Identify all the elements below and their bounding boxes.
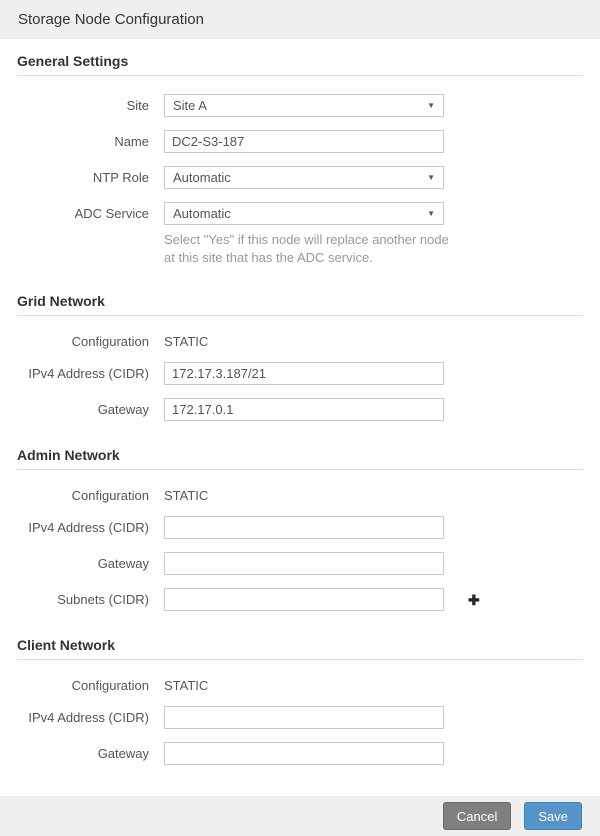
add-subnet-icon[interactable]: ✚ bbox=[468, 591, 480, 608]
field-label: Gateway bbox=[97, 556, 149, 572]
field-label: Configuration bbox=[71, 488, 149, 504]
section-grid-network bbox=[17, 293, 583, 421]
section-client-network bbox=[17, 637, 583, 765]
field-label: Configuration bbox=[71, 334, 149, 350]
section-title: Grid Network bbox=[17, 293, 105, 310]
form-row bbox=[17, 488, 583, 503]
general-settings-adc-service-select[interactable] bbox=[164, 202, 444, 225]
form-row bbox=[17, 362, 583, 385]
form-row bbox=[17, 516, 583, 539]
form-row bbox=[17, 166, 583, 189]
cancel-button[interactable]: Cancel bbox=[443, 802, 511, 830]
section-divider bbox=[17, 469, 583, 470]
admin-network-gateway-input[interactable] bbox=[164, 552, 444, 575]
selected-value: Automatic bbox=[173, 170, 231, 185]
field-label: Gateway bbox=[97, 402, 149, 418]
section-title: Client Network bbox=[17, 637, 116, 654]
admin-network-subnets-cidr-input[interactable] bbox=[164, 588, 444, 611]
field-label: Subnets (CIDR) bbox=[57, 592, 149, 608]
section-title: Admin Network bbox=[17, 447, 120, 464]
section-general-settings bbox=[17, 53, 583, 267]
general-settings-ntp-role-select[interactable] bbox=[164, 166, 444, 189]
grid-network-configuration-value: STATIC bbox=[164, 334, 209, 350]
client-network-configuration-value: STATIC bbox=[164, 678, 209, 694]
general-settings-name-input[interactable] bbox=[164, 130, 444, 153]
form-row bbox=[17, 94, 583, 117]
field-label: Name bbox=[114, 134, 149, 149]
chevron-down-icon: ▼ bbox=[427, 100, 435, 110]
field-label: ADC Service bbox=[74, 206, 149, 221]
dialog-footer bbox=[0, 796, 600, 836]
form-row bbox=[17, 742, 583, 765]
client-network-ipv4-address-cidr-input[interactable] bbox=[164, 706, 444, 729]
help-row bbox=[17, 231, 583, 267]
field-help-text: Select "Yes" if this node will replace another node at this site that has the ADC service. bbox=[164, 232, 449, 266]
admin-network-configuration-value: STATIC bbox=[164, 488, 209, 504]
form-row bbox=[17, 706, 583, 729]
form-row bbox=[17, 678, 583, 693]
form-body bbox=[0, 39, 600, 796]
section-admin-network bbox=[17, 447, 583, 611]
general-settings-site-select[interactable] bbox=[164, 94, 444, 117]
save-button[interactable]: Save bbox=[524, 802, 582, 830]
field-label: Gateway bbox=[97, 746, 149, 762]
section-divider bbox=[17, 659, 583, 660]
field-label: IPv4 Address (CIDR) bbox=[28, 710, 149, 726]
field-label: Configuration bbox=[71, 678, 149, 694]
form-row bbox=[17, 552, 583, 575]
form-row bbox=[17, 130, 583, 153]
selected-value: Site A bbox=[173, 98, 207, 113]
grid-network-gateway-input[interactable] bbox=[164, 398, 444, 421]
client-network-gateway-input[interactable] bbox=[164, 742, 444, 765]
chevron-down-icon: ▼ bbox=[427, 172, 435, 182]
form-row bbox=[17, 588, 583, 611]
field-label: Site bbox=[126, 98, 149, 113]
field-label: IPv4 Address (CIDR) bbox=[28, 366, 149, 382]
field-label: IPv4 Address (CIDR) bbox=[28, 520, 149, 536]
selected-value: Automatic bbox=[173, 206, 231, 221]
chevron-down-icon: ▼ bbox=[427, 208, 435, 218]
page-title: Storage Node Configuration bbox=[18, 10, 204, 28]
form-row bbox=[17, 398, 583, 421]
form-row bbox=[17, 202, 583, 225]
grid-network-ipv4-address-cidr-input[interactable] bbox=[164, 362, 444, 385]
admin-network-ipv4-address-cidr-input[interactable] bbox=[164, 516, 444, 539]
section-divider bbox=[17, 75, 583, 76]
section-title: General Settings bbox=[17, 53, 129, 69]
dialog-header bbox=[0, 0, 600, 39]
field-label: NTP Role bbox=[92, 170, 149, 185]
form-row bbox=[17, 334, 583, 349]
section-divider bbox=[17, 315, 583, 316]
